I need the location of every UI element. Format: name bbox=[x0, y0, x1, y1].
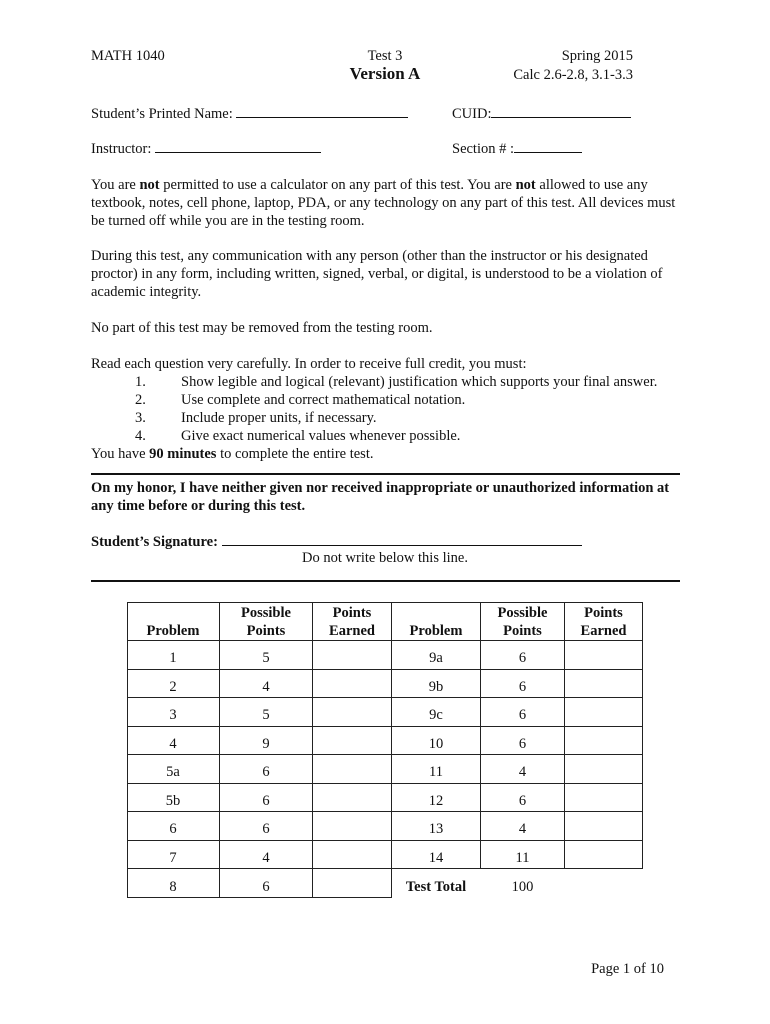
right-points-cell: 6 bbox=[518, 707, 527, 723]
section-field bbox=[452, 140, 582, 158]
left-points-cell: 6 bbox=[262, 793, 270, 809]
left-problem-cell: 5a bbox=[166, 764, 180, 780]
right-problem-cell: 12 bbox=[428, 793, 444, 809]
right-problem-cell: 14 bbox=[428, 850, 444, 866]
section-blank[interactable] bbox=[514, 140, 582, 153]
instructions-intro: Read each question very carefully. In order to receive full credit, you must: bbox=[91, 356, 527, 372]
instructor-blank[interactable] bbox=[155, 140, 321, 153]
time-limit: You have 90 minutes to complete the entire test. bbox=[91, 446, 374, 462]
left-problem-cell: 7 bbox=[169, 850, 177, 866]
right-points-cell: 6 bbox=[518, 650, 527, 666]
instructions bbox=[91, 355, 691, 463]
test-total-label: Test Total bbox=[405, 879, 467, 895]
header-earned-left: Points Earned bbox=[329, 605, 375, 639]
left-points-cell: 6 bbox=[262, 879, 270, 895]
requirement-item: 3. Include proper units, if necessary. bbox=[135, 410, 377, 426]
header-problem-right: Problem bbox=[409, 623, 463, 639]
right-problem-cell: 9b bbox=[428, 679, 444, 695]
header-possible-right: Possible Points bbox=[497, 605, 548, 639]
instructor-label: Instructor: bbox=[91, 141, 152, 157]
left-points-cell: 4 bbox=[262, 679, 270, 695]
right-problem-cell: 9a bbox=[429, 650, 443, 666]
header-earned-right: Points Earned bbox=[580, 605, 627, 639]
requirement-item: 1. Show legible and logical (relevant) justification which supports your final answer. bbox=[135, 374, 658, 390]
right-points-cell: 4 bbox=[518, 821, 527, 837]
right-points-cell: 4 bbox=[518, 764, 527, 780]
left-points-cell: 4 bbox=[262, 850, 270, 866]
removal-policy: No part of this test may be removed from the testing room. bbox=[91, 320, 433, 336]
left-problem-cell: 3 bbox=[169, 707, 177, 723]
cuid-label: CUID: bbox=[452, 106, 492, 122]
instructor-field bbox=[91, 140, 321, 158]
course-name: MATH 1040 bbox=[91, 48, 165, 64]
divider-bottom bbox=[91, 580, 680, 582]
left-points-cell: 6 bbox=[262, 764, 270, 780]
printed-name-blank[interactable] bbox=[236, 105, 408, 118]
divider-top bbox=[91, 473, 680, 475]
left-points-cell: 5 bbox=[262, 707, 270, 723]
header-possible-left: Possible Points bbox=[241, 605, 291, 639]
sections-covered: Calc 2.6-2.8, 3.1-3.3 bbox=[513, 67, 633, 83]
page-number: Page 1 of 10 bbox=[591, 961, 664, 977]
requirement-item: 2. Use complete and correct mathematical notation. bbox=[135, 392, 466, 408]
do-not-write-note: Do not write below this line. bbox=[302, 550, 468, 566]
left-points-cell: 6 bbox=[262, 821, 270, 837]
left-problem-cell: 6 bbox=[169, 821, 177, 837]
honor-statement: On my honor, I have neither given nor received inappropriate or unauthorized information at any time before or during this test. bbox=[91, 480, 670, 514]
left-problem-cell: 4 bbox=[169, 736, 177, 752]
printed-name-field bbox=[91, 105, 408, 123]
signature-field bbox=[91, 533, 582, 551]
left-points-cell: 5 bbox=[262, 650, 270, 666]
left-earned-column[interactable] bbox=[313, 641, 391, 897]
right-points-cell: 6 bbox=[518, 793, 527, 809]
cuid-blank[interactable] bbox=[491, 105, 631, 118]
signature-label: Student’s Signature: bbox=[91, 534, 218, 550]
left-problem-cell: 5b bbox=[165, 793, 181, 809]
left-problem-cell: 8 bbox=[169, 879, 177, 895]
right-points-cell: 11 bbox=[515, 850, 530, 866]
left-problem-cell: 2 bbox=[169, 679, 177, 695]
left-points-cell: 9 bbox=[262, 736, 270, 752]
signature-blank[interactable] bbox=[222, 533, 582, 546]
header-problem-left: Problem bbox=[146, 623, 200, 639]
test-name: Test 3 bbox=[367, 48, 403, 64]
term-label: Spring 2015 bbox=[561, 48, 633, 64]
right-points-cell: 6 bbox=[518, 679, 527, 695]
version-label: Version A bbox=[349, 64, 421, 83]
right-points-cell: 6 bbox=[518, 736, 527, 752]
communication-policy: During this test, any communication with any person (other than the instructor or his designated proctor) in any form, including written, signed, verbal, or digital, is understood to be a violation of academic integrity. bbox=[91, 248, 663, 300]
section-label: Section # : bbox=[452, 141, 515, 157]
right-problem-cell: 11 bbox=[429, 764, 443, 780]
right-problem-cell: 9c bbox=[429, 707, 443, 723]
printed-name-label: Student’s Printed Name: bbox=[91, 106, 233, 122]
test-total-value: 100 bbox=[511, 879, 534, 895]
left-problem-cell: 1 bbox=[169, 650, 177, 666]
calculator-policy: You are not permitted to use a calculator on any part of this test. You are not allowed to use any textbook, notes, cell phone, laptop, PDA, or any technology on any part of this test. All devices must be turned off while you are in the testing room. bbox=[91, 177, 676, 229]
right-problem-cell: 13 bbox=[428, 821, 444, 837]
requirement-item: 4. Give exact numerical values whenever possible. bbox=[135, 428, 461, 444]
right-problem-cell: 10 bbox=[428, 736, 444, 752]
cuid-field bbox=[452, 105, 631, 123]
